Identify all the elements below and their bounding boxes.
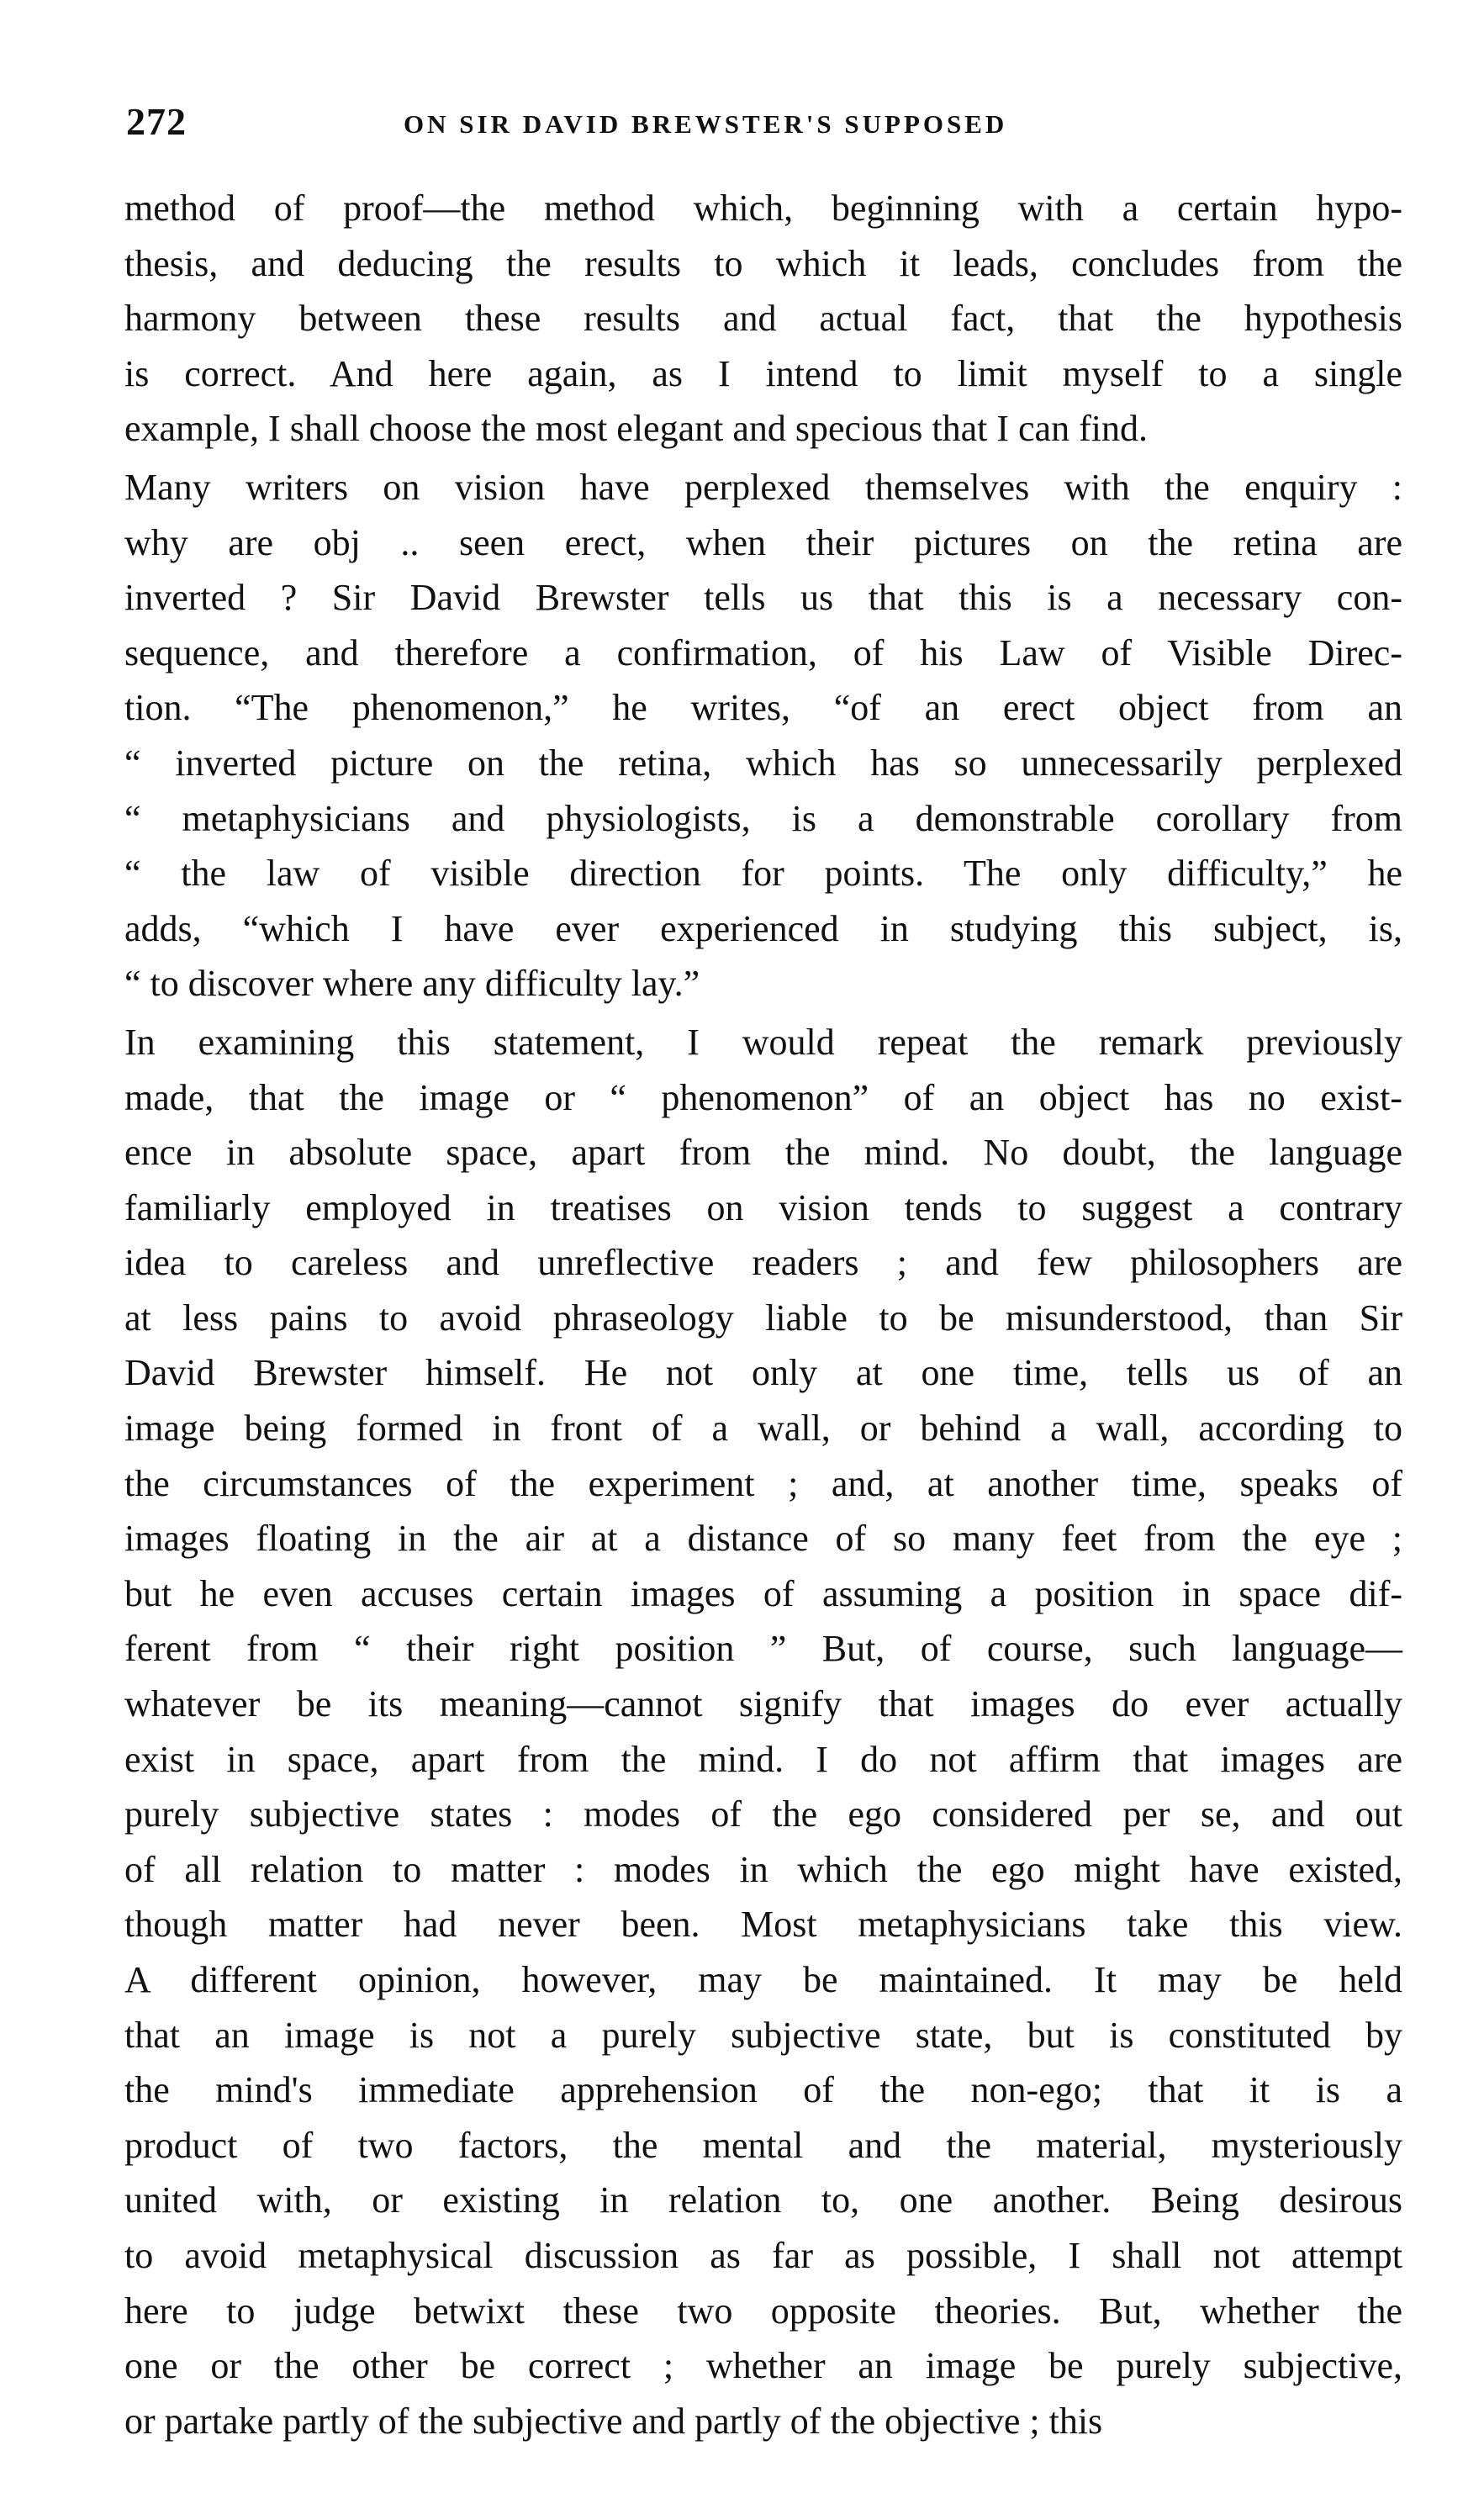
text-line: to avoid metaphysical discussion as far as possible, I shall not attempt [124,2234,1402,2276]
text-line: here to judge betwixt these two opposite theories. But, whether the [124,2290,1402,2332]
text-line: “ to discover where any difficulty lay.” [124,963,700,1005]
body-text [124,181,1402,2448]
paragraph [124,181,1402,457]
text-line: at less pains to avoid phraseology liable to be misunderstood, than Sir [124,1297,1402,1339]
text-line: is correct. And here again, as I intend to limit myself to a single [124,352,1402,394]
text-line: united with, or existing in relation to, one another. Being desirous [124,2179,1402,2221]
text-line: or partake partly of the subjective and partly of the objective ; this [124,2400,1103,2442]
text-line: idea to careless and unreflective readers ; and few philosophers are [124,1242,1402,1284]
text-line: Many writers on vision have perplexed themselves with the enquiry : [124,466,1402,508]
text-line: that an image is not a purely subjective state, but is constituted by [124,2014,1402,2056]
text-line: example, I shall choose the most elegant and specious that I can find. [124,408,1148,450]
text-line: method of proof—the method which, beginning with a certain hypo- [124,188,1402,229]
text-line: ferent from “ their right position ” But, of course, such language— [124,1628,1402,1670]
text-line: though matter had never been. Most metaphysicians take this view. [124,1904,1402,1946]
text-line: ence in absolute space, apart from the mind. No doubt, the language [124,1132,1402,1174]
text-line: A different opinion, however, may be maintained. It may be held [124,1959,1402,2000]
page-number: 272 [126,100,187,143]
paragraph [124,1015,1402,2448]
text-line: whatever be its meaning—cannot signify that images do ever actually [124,1683,1402,1725]
text-line: product of two factors, the mental and the material, mysteriously [124,2124,1402,2166]
text-line: image being formed in front of a wall, or behind a wall, according to [124,1408,1402,1450]
text-line: the mind's immediate apprehension of the non-ego; that it is a [124,2069,1402,2111]
text-line: purely subjective states : modes of the ego considered per se, and out [124,1793,1402,1835]
text-line: images floating in the air at a distance of so many feet from the eye ; [124,1518,1402,1560]
paragraph [124,460,1402,1011]
text-line: adds, “which I have ever experienced in studying this subject, is, [124,907,1402,949]
text-line: why are obj .. seen erect, when their pictures on the retina are [124,521,1402,563]
text-line: “ metaphysicians and physiologists, is a demonstrable corollary from [124,797,1402,839]
text-line: inverted ? Sir David Brewster tells us that this is a necessary con- [124,577,1402,619]
text-line: familiarly employed in treatises on vision tends to suggest a contrary [124,1186,1402,1228]
text-line: thesis, and deducing the results to which it leads, concludes from the [124,242,1402,284]
text-line: made, that the image or “ phenomenon” of an object has no exist- [124,1076,1402,1118]
page-header [126,99,1400,150]
text-line: exist in space, apart from the mind. I do not affirm that images are [124,1738,1402,1780]
text-line: “ inverted picture on the retina, which has so unnecessarily perplexed [124,742,1402,784]
text-line: In examining this statement, I would repeat the remark previously [124,1021,1402,1063]
text-line: one or the other be correct ; whether an image be purely subjective, [124,2345,1402,2387]
text-line: of all relation to matter : modes in which the ego might have existed, [124,1848,1402,1890]
text-line: David Brewster himself. He not only at one time, tells us of an [124,1352,1402,1394]
text-line: tion. “The phenomenon,” he writes, “of an erect object from an [124,687,1402,729]
text-line: “ the law of visible direction for points. The only difficulty,” he [124,853,1402,895]
text-line: but he even accuses certain images of assuming a position in space dif- [124,1572,1402,1614]
text-line: the circumstances of the experiment ; and, at another time, speaks of [124,1462,1402,1504]
running-head: ON SIR DAVID BREWSTER'S SUPPOSED [404,109,1008,139]
text-line: sequence, and therefore a confirmation, of his Law of Visible Direc- [124,631,1402,673]
text-line: harmony between these results and actual fact, that the hypothesis [124,298,1402,340]
